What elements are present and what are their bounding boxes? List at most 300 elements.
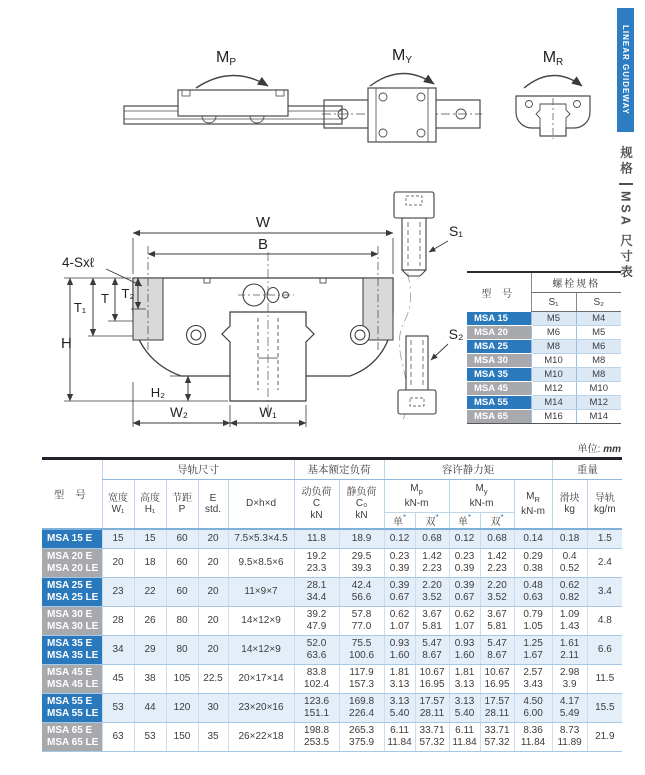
tab-label: LINEAR GUIDEWAY: [621, 25, 630, 115]
value-line: 0.62: [454, 608, 475, 620]
value-cell: [384, 636, 415, 665]
value-cell: 20: [102, 549, 134, 578]
rail-dims-group-header: 导轨尺寸: [102, 459, 294, 480]
value-cell: [449, 665, 480, 694]
value-cell: [339, 694, 384, 723]
value-cell: [384, 694, 415, 723]
value-cell: 26: [134, 607, 166, 636]
value-line: 0.39: [389, 579, 410, 591]
value-cell: 1.5: [587, 529, 622, 549]
dim-label-w2: W₂: [170, 405, 188, 420]
value-cell: [294, 607, 339, 636]
value-cell: 45: [102, 665, 134, 694]
value-cell: [480, 607, 514, 636]
value-line: 5.49: [559, 708, 580, 719]
model-label: MSA 25 E: [47, 579, 93, 591]
value-cell: [294, 636, 339, 665]
value-line: 57.32: [419, 737, 445, 748]
dim-label-t1: T₁: [73, 300, 87, 315]
bolt-row: [467, 353, 621, 367]
value-line: 3.13: [389, 695, 410, 707]
value-line: 2.11: [560, 650, 579, 661]
value-line: 11.84: [387, 737, 412, 748]
value-line: 0.29: [523, 550, 543, 562]
value-cell: [294, 549, 339, 578]
value-line: 3.9: [562, 679, 577, 690]
value-line: 8.36: [523, 724, 543, 736]
bolt-size-cell: M10: [576, 381, 621, 395]
value-cell: [449, 723, 480, 752]
model-label: MSA 30 LE: [47, 621, 99, 632]
value-line: 11.89: [557, 737, 582, 748]
mp-double-header: 双*: [415, 513, 449, 530]
value-line: 0.4: [562, 550, 577, 562]
value-cell: [449, 529, 480, 549]
value-cell: 14×12×9: [228, 636, 294, 665]
value-cell: [339, 607, 384, 636]
model-label: MSA 55 LE: [47, 708, 99, 719]
bolt-model-cell: MSA 35: [467, 367, 531, 381]
value-cell: 20: [198, 636, 228, 665]
model-cell: [42, 694, 102, 723]
value-cell: [514, 578, 552, 607]
value-cell: [480, 549, 514, 578]
value-line: 102.4: [304, 679, 330, 690]
value-cell: [415, 694, 449, 723]
value-line: 28.11: [484, 708, 510, 719]
value-cell: [449, 549, 480, 578]
value-cell: [514, 549, 552, 578]
value-line: 0.48: [523, 579, 543, 591]
value-line: 1.05: [523, 621, 543, 632]
my-header: $M_y$ kN-m: [449, 480, 514, 513]
bolt-row: [467, 325, 621, 339]
value-line: 28.1: [306, 579, 327, 591]
value-line: 11.84: [520, 737, 546, 748]
value-line: 157.3: [349, 679, 375, 690]
value-cell: [415, 549, 449, 578]
value-cell: [384, 607, 415, 636]
bolt-size-cell: M5: [531, 312, 576, 326]
value-cell: [552, 694, 587, 723]
mp-arrow-icon: [196, 75, 268, 88]
bolt-s2-header: S₂: [576, 293, 621, 312]
value-cell: 60: [166, 549, 198, 578]
value-line: 3.43: [523, 679, 543, 690]
spec-label: 规格: [618, 146, 633, 177]
value-line: 0.12: [389, 532, 410, 544]
value-cell: 11×9×7: [228, 578, 294, 607]
value-line: 16.95: [484, 679, 510, 690]
value-line: 0.93: [454, 637, 475, 649]
dim-label-t: T: [101, 291, 109, 306]
value-cell: [514, 636, 552, 665]
bolt-model-cell: MSA 25: [467, 339, 531, 353]
value-line: 0.52: [559, 563, 580, 574]
value-cell: [449, 578, 480, 607]
dim-label-h: H: [61, 335, 72, 352]
value-line: 2.20: [487, 579, 507, 591]
value-cell: [449, 607, 480, 636]
value-cell: 23: [102, 578, 134, 607]
value-cell: [480, 723, 514, 752]
value-cell: [384, 529, 415, 549]
bolt-row: [467, 339, 621, 353]
spec-row: [42, 578, 622, 607]
bolt-model-cell: MSA 30: [467, 353, 531, 367]
value-cell: [339, 578, 384, 607]
dim-label-s2: S₂: [448, 326, 464, 342]
mp-single-header: 单*: [384, 513, 415, 530]
value-line: 5.81: [422, 621, 442, 632]
value-line: 17.57: [419, 695, 445, 707]
value-line: 77.0: [351, 621, 372, 632]
value-line: 0.68: [487, 532, 507, 544]
value-cell: [480, 665, 514, 694]
dim-label-h2: H₂: [150, 385, 166, 400]
value-line: 0.23: [389, 550, 410, 562]
value-cell: [514, 694, 552, 723]
value-line: 1.61: [559, 637, 580, 649]
value-line: 1.07: [454, 621, 475, 632]
dim-label-w1: W₁: [259, 405, 277, 420]
value-line: 42.4: [351, 579, 372, 591]
value-cell: 150: [166, 723, 198, 752]
bolt-row: [467, 381, 621, 395]
value-cell: [552, 665, 587, 694]
value-line: 3.52: [487, 592, 507, 603]
bolt-size-cell: M16: [531, 409, 576, 423]
bolt-s1-header: S₁: [531, 293, 576, 312]
value-cell: [339, 665, 384, 694]
value-line: 0.18: [559, 532, 580, 544]
value-cell: 29: [134, 636, 166, 665]
value-cell: [415, 665, 449, 694]
value-line: 10.67: [419, 666, 445, 678]
bolt-model-cell: MSA 55: [467, 395, 531, 409]
value-cell: 9.5×8.5×6: [228, 549, 294, 578]
value-line: 0.39: [454, 563, 475, 574]
bolt-size-cell: M8: [576, 367, 621, 381]
value-line: 0.39: [454, 579, 475, 591]
value-cell: [552, 636, 587, 665]
value-cell: 7.5×5.3×4.5: [228, 529, 294, 549]
value-line: 3.67: [487, 608, 507, 620]
pitch-header: 节距 P: [166, 480, 198, 530]
spec-row: [42, 529, 622, 549]
value-cell: 20×17×14: [228, 665, 294, 694]
section-label: [615, 146, 636, 280]
static-load-header: 静负荷 C₀ kN: [339, 480, 384, 530]
value-line: 17.57: [484, 695, 510, 707]
value-line: 1.07: [389, 621, 410, 632]
value-cell: [339, 529, 384, 549]
value-line: 198.8: [304, 724, 330, 736]
value-cell: [415, 636, 449, 665]
value-cell: 15.5: [587, 694, 622, 723]
unit-prefix: 单位:: [577, 444, 604, 455]
dim-label-t2: T₂: [121, 286, 135, 301]
value-line: 1.43: [559, 621, 580, 632]
value-line: 57.8: [351, 608, 372, 620]
value-line: 5.81: [487, 621, 507, 632]
value-cell: 80: [166, 636, 198, 665]
mp-label: MP: [216, 49, 236, 68]
value-cell: 22.5: [198, 665, 228, 694]
value-cell: 15: [134, 529, 166, 549]
moment-diagram-mp: [118, 46, 348, 138]
unit-value: mm: [603, 444, 621, 455]
msa-size-label: MSA 尺寸表: [618, 191, 633, 281]
value-line: 1.42: [487, 550, 507, 562]
value-cell: [480, 529, 514, 549]
value-line: 0.93: [389, 637, 410, 649]
value-cell: [294, 529, 339, 549]
value-line: 0.38: [523, 563, 543, 574]
value-line: 39.2: [306, 608, 327, 620]
value-line: 39.3: [351, 563, 372, 574]
value-line: 265.3: [349, 724, 375, 736]
value-cell: 2.4: [587, 549, 622, 578]
model-header: 型 号: [42, 459, 102, 530]
model-label: MSA 45 LE: [47, 679, 99, 690]
value-line: 0.68: [422, 532, 442, 544]
value-cell: 53: [134, 723, 166, 752]
value-line: 56.6: [351, 592, 372, 603]
bolt-size-cell: M6: [531, 325, 576, 339]
value-line: 117.9: [349, 666, 374, 678]
value-line: 33.71: [484, 724, 510, 736]
spec-row: [42, 549, 622, 578]
value-line: 3.67: [422, 608, 442, 620]
dynamic-load-header: 动负荷 C kN: [294, 480, 339, 530]
value-line: 2.98: [559, 666, 580, 678]
value-line: 151.1: [304, 708, 330, 719]
model-label: MSA 20 LE: [47, 563, 99, 574]
bolt-spec-table: [467, 271, 621, 424]
value-line: 3.13: [389, 679, 410, 690]
dim-label-b: B: [257, 236, 269, 253]
mr-label: MR: [542, 49, 564, 68]
value-line: 57.32: [484, 737, 510, 748]
label-divider: [619, 183, 633, 185]
value-line: 4.50: [523, 695, 543, 707]
value-line: 0.63: [523, 592, 543, 603]
value-line: 75.5: [351, 637, 372, 649]
value-line: 83.8: [306, 666, 327, 678]
value-cell: 4.8: [587, 607, 622, 636]
bolt-size-cell: M8: [531, 339, 576, 353]
value-line: 34.4: [306, 592, 327, 603]
value-cell: 30: [198, 694, 228, 723]
bolt-model-cell: MSA 15: [467, 312, 531, 326]
value-cell: [294, 723, 339, 752]
value-line: 2.20: [422, 579, 442, 591]
value-line: 253.5: [304, 737, 330, 748]
bolt-size-cell: M6: [576, 339, 621, 353]
value-cell: [384, 549, 415, 578]
spec-row: [42, 636, 622, 665]
bolt-size-cell: M8: [576, 353, 621, 367]
value-cell: [552, 723, 587, 752]
value-line: 1.60: [389, 650, 410, 661]
value-cell: [415, 529, 449, 549]
value-line: 375.9: [349, 737, 375, 748]
value-cell: 11.5: [587, 665, 622, 694]
value-line: 3.52: [422, 592, 442, 603]
value-cell: [480, 636, 514, 665]
value-cell: [339, 723, 384, 752]
value-line: 33.71: [419, 724, 445, 736]
model-label: MSA 55 E: [47, 695, 93, 707]
width-header: 宽度 W₁: [102, 480, 134, 530]
value-line: 47.9: [306, 621, 327, 632]
height-header: 高度 H₁: [134, 480, 166, 530]
value-cell: [415, 578, 449, 607]
spec-row: [42, 665, 622, 694]
msa-spec-table: [42, 457, 622, 752]
value-cell: 20: [198, 607, 228, 636]
value-line: 0.62: [559, 579, 580, 591]
value-line: 0.62: [389, 608, 410, 620]
value-line: 1.09: [559, 608, 580, 620]
my-label: MY: [392, 47, 412, 66]
value-cell: 63: [102, 723, 134, 752]
value-cell: 20: [198, 529, 228, 549]
value-line: 0.82: [559, 592, 580, 603]
moment-diagram-my: [322, 44, 482, 144]
bolt-model-cell: MSA 65: [467, 409, 531, 423]
value-line: 5.47: [422, 637, 442, 649]
value-line: 3.13: [454, 695, 475, 707]
value-line: 63.6: [306, 650, 327, 661]
value-cell: 35: [198, 723, 228, 752]
model-label: MSA 25 LE: [47, 592, 99, 603]
value-line: 6.00: [523, 708, 543, 719]
spec-row: [42, 723, 622, 752]
value-cell: [294, 694, 339, 723]
model-label: MSA 35 LE: [47, 650, 99, 661]
value-cell: [449, 694, 480, 723]
value-cell: [415, 607, 449, 636]
model-cell: [42, 607, 102, 636]
spec-row: [42, 607, 622, 636]
dim-label-w: W: [255, 214, 271, 231]
value-line: 11.8: [307, 532, 326, 544]
value-line: 226.4: [349, 708, 375, 719]
value-line: 8.67: [422, 650, 442, 661]
value-line: 0.79: [523, 608, 543, 620]
bolt-size-cell: M10: [531, 353, 576, 367]
value-cell: 21.9: [587, 723, 622, 752]
dhd-header: D×h×d: [228, 480, 294, 530]
model-cell: [42, 723, 102, 752]
value-cell: [480, 694, 514, 723]
value-line: 23.3: [306, 563, 327, 574]
value-cell: [294, 665, 339, 694]
bolt-model-cell: MSA 20: [467, 325, 531, 339]
value-line: 1.42: [422, 550, 442, 562]
model-label: MSA 45 E: [47, 666, 93, 678]
value-line: 2.57: [523, 666, 543, 678]
value-line: 1.81: [454, 666, 475, 678]
value-cell: [384, 723, 415, 752]
value-cell: 44: [134, 694, 166, 723]
value-line: 8.73: [559, 724, 580, 736]
value-line: 0.14: [523, 532, 543, 544]
value-line: 11.84: [452, 737, 477, 748]
value-cell: [552, 578, 587, 607]
model-cell: [42, 665, 102, 694]
mr-header: $M_R$ kN-m: [514, 480, 552, 530]
moment-diagram-mr: [496, 46, 606, 141]
value-cell: [514, 607, 552, 636]
model-cell: [42, 636, 102, 665]
bolt-size-cell: M4: [576, 312, 621, 326]
value-cell: [514, 529, 552, 549]
value-line: 3.13: [454, 679, 475, 690]
value-cell: 26×22×18: [228, 723, 294, 752]
spec-row: [42, 694, 622, 723]
model-label: MSA 65 LE: [47, 737, 99, 748]
model-label: MSA 20 E: [47, 550, 93, 562]
value-cell: 34: [102, 636, 134, 665]
bolt-size-cell: M10: [531, 367, 576, 381]
model-label: MSA 30 E: [47, 608, 93, 620]
value-line: 29.5: [351, 550, 372, 562]
value-line: 2.23: [422, 563, 442, 574]
value-line: 1.25: [523, 637, 543, 649]
model-cell: [42, 549, 102, 578]
dimension-drawing: [58, 186, 473, 441]
value-cell: [294, 578, 339, 607]
value-cell: 105: [166, 665, 198, 694]
value-line: 19.2: [306, 550, 327, 562]
bolt-model-cell: MSA 45: [467, 381, 531, 395]
value-cell: 20: [198, 549, 228, 578]
value-cell: [480, 578, 514, 607]
bolt-size-cell: M14: [531, 395, 576, 409]
value-cell: 60: [166, 529, 198, 549]
value-line: 10.67: [484, 666, 510, 678]
value-line: 6.11: [390, 724, 409, 736]
value-line: 28.11: [419, 708, 445, 719]
slider-weight-header: 滑块 kg: [552, 480, 587, 530]
value-cell: [552, 529, 587, 549]
value-line: 4.17: [559, 695, 580, 707]
my-double-header: 双*: [480, 513, 514, 530]
value-cell: [384, 665, 415, 694]
value-cell: 6.6: [587, 636, 622, 665]
value-line: 5.40: [389, 708, 410, 719]
model-label: MSA 65 E: [47, 724, 93, 736]
bolt-size-cell: M5: [576, 325, 621, 339]
dim-label-s1: S₁: [448, 223, 464, 239]
model-label: MSA 35 E: [47, 637, 93, 649]
value-cell: [384, 578, 415, 607]
value-line: 8.67: [487, 650, 507, 661]
value-cell: 18: [134, 549, 166, 578]
static-moment-group-header: 容许静力矩: [384, 459, 552, 480]
value-line: 1.67: [523, 650, 543, 661]
value-cell: 15: [102, 529, 134, 549]
value-line: 18.9: [351, 532, 372, 544]
unit-note: [578, 440, 621, 455]
mp-header: $M_p$ kN-m: [384, 480, 449, 513]
value-line: 169.8: [349, 695, 375, 707]
bolt-size-cell: M12: [576, 395, 621, 409]
value-line: 1.60: [454, 650, 475, 661]
